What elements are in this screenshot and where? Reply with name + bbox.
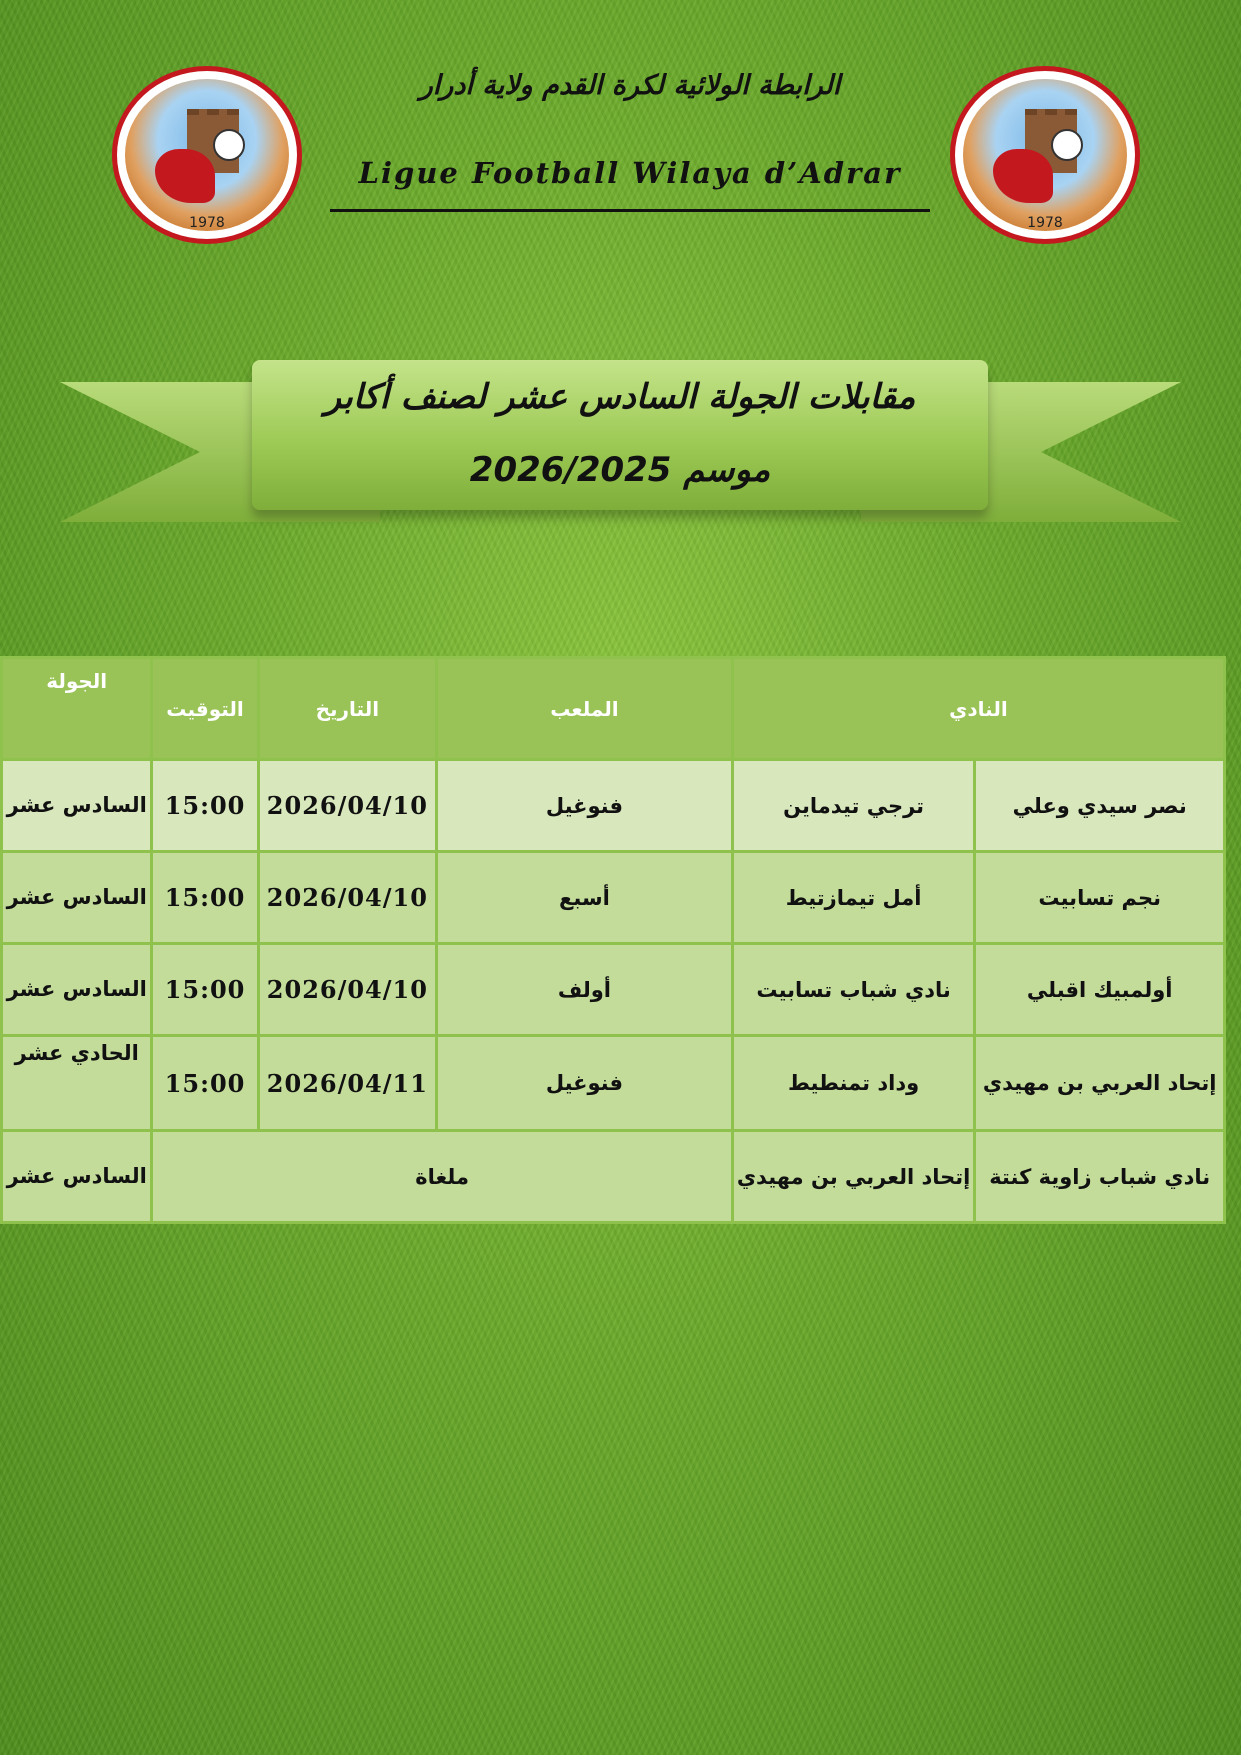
match-round: السادس عشر bbox=[2, 1131, 152, 1223]
home-team: إتحاد العربي بن مهيدي bbox=[975, 1036, 1225, 1131]
table-row bbox=[2, 760, 1225, 852]
away-team: أمل تيمازتيط bbox=[732, 852, 975, 944]
table-header-row bbox=[2, 658, 1225, 760]
season-title: موسم 2026/2025 bbox=[469, 450, 771, 490]
football-icon bbox=[213, 129, 245, 161]
match-round: السادس عشر bbox=[2, 944, 152, 1036]
fixtures-table bbox=[0, 656, 1226, 1224]
away-team: نادي شباب تسابيت bbox=[732, 944, 975, 1036]
header-round: الجولة bbox=[2, 658, 152, 760]
stadium: فنوغيل bbox=[437, 1036, 733, 1131]
header-club: النادي bbox=[732, 658, 1224, 760]
football-icon bbox=[1051, 129, 1083, 161]
league-logo-left bbox=[112, 66, 302, 244]
match-date: 2026/04/11 bbox=[258, 1036, 436, 1131]
home-team: نصر سيدي وعلي bbox=[975, 760, 1225, 852]
stadium: فنوغيل bbox=[437, 760, 733, 852]
cancelled-status: ملغاة bbox=[152, 1131, 732, 1223]
match-time: 15:00 bbox=[152, 760, 258, 852]
match-round: الحادي عشر bbox=[2, 1036, 152, 1131]
match-time: 15:00 bbox=[152, 944, 258, 1036]
match-date: 2026/04/10 bbox=[258, 760, 436, 852]
round-title: مقابلات الجولة السادس عشر لصنف أكابر bbox=[324, 377, 916, 417]
match-time: 15:00 bbox=[152, 852, 258, 944]
table-row bbox=[2, 944, 1225, 1036]
header-time: التوقيت bbox=[152, 658, 258, 760]
away-team: إتحاد العربي بن مهيدي bbox=[732, 1131, 975, 1223]
away-team: وداد تمنطيط bbox=[732, 1036, 975, 1131]
league-arabic-title: الرابطة الولائية لكرة القدم ولاية أدرار bbox=[419, 70, 841, 101]
home-team: نادي شباب زاوية كنتة bbox=[975, 1131, 1225, 1223]
stadium: أسبع bbox=[437, 852, 733, 944]
header-date: التاريخ bbox=[258, 658, 436, 760]
stadium: أولف bbox=[437, 944, 733, 1036]
header-stadium: الملعب bbox=[437, 658, 733, 760]
match-round: السادس عشر bbox=[2, 760, 152, 852]
logo-year: 1978 bbox=[189, 215, 225, 231]
table-row bbox=[2, 1036, 1225, 1131]
home-team: أولمبيك اقبلي bbox=[975, 944, 1225, 1036]
match-date: 2026/04/10 bbox=[258, 852, 436, 944]
match-time: 15:00 bbox=[152, 1036, 258, 1131]
table-row-cancelled bbox=[2, 1131, 1225, 1223]
league-french-title: Ligue Football Wilaya d’Adrar bbox=[358, 156, 902, 190]
league-logo-right bbox=[950, 66, 1140, 244]
table-row bbox=[2, 852, 1225, 944]
header-divider bbox=[330, 209, 930, 212]
logo-year: 1978 bbox=[1027, 215, 1063, 231]
home-team: نجم تسابيت bbox=[975, 852, 1225, 944]
match-round: السادس عشر bbox=[2, 852, 152, 944]
away-team: ترجي تيدماين bbox=[732, 760, 975, 852]
match-date: 2026/04/10 bbox=[258, 944, 436, 1036]
